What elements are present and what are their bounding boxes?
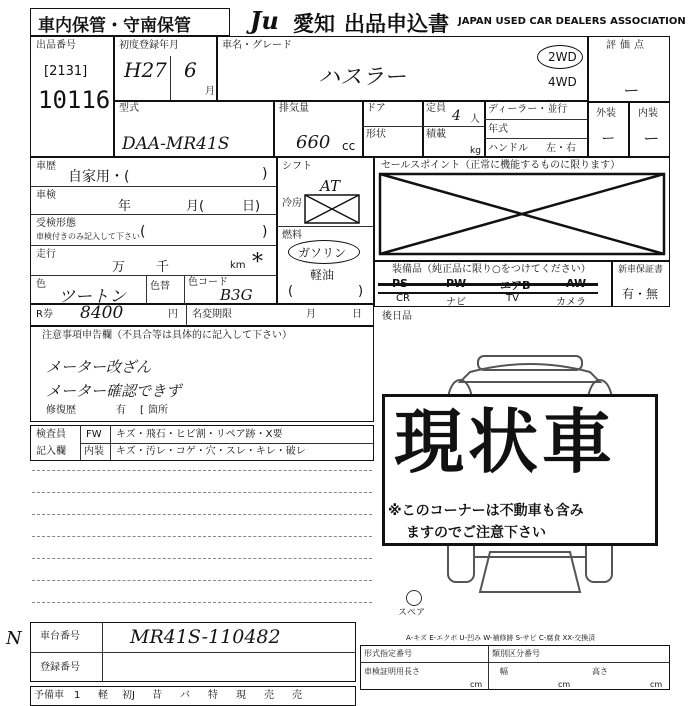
color-code-label: 色コード — [188, 277, 228, 288]
equip-tv: TV — [506, 293, 519, 304]
era-year: H27 — [124, 58, 167, 82]
drive-4wd: 4WD — [548, 75, 577, 89]
displacement-value: 660 — [296, 132, 331, 153]
capacity-value: 4 — [452, 108, 461, 124]
current-condition-title: 現状車 — [394, 401, 616, 483]
ruled-line — [32, 514, 372, 515]
bottom-row-3: 初J — [122, 690, 135, 701]
cert-type-label: 形式指定番号 — [364, 649, 412, 658]
repair-place: 箇所 — [148, 405, 168, 416]
ruled-line — [32, 536, 372, 537]
repair-open-bracket: [ — [140, 405, 144, 416]
lot-label: 出品番号 — [36, 40, 76, 51]
bottom-row-4: 昔 — [152, 690, 162, 701]
equip-camera: カメラ — [556, 297, 586, 308]
org-name: 愛知 — [293, 12, 335, 36]
load-label: 積載 — [426, 129, 446, 140]
tax-label: 名変期限 — [192, 309, 232, 320]
acceptance-close-paren: ) — [262, 224, 268, 240]
color-label: 色 — [36, 279, 46, 290]
inspector-label1: 検査員 — [36, 429, 66, 440]
stamp-note-line1: ※このコーナーは不動車も含み — [388, 503, 584, 519]
notes-line1: メーター改ざん — [46, 358, 152, 376]
selling-points-label: セールスポイント（正常に機能するものに限ります） — [381, 160, 621, 171]
cert-unit-1: cm — [470, 680, 483, 689]
handle-label: ハンドル — [488, 143, 528, 154]
color-code-value: B3G — [220, 286, 253, 304]
eval-label: 評価点 — [606, 40, 648, 51]
guarantee-options: 有・無 — [622, 287, 659, 301]
spare-label: スペア — [398, 608, 426, 618]
interior-label: 内装 — [638, 108, 658, 119]
drive-selected-circle — [537, 45, 583, 69]
fuel-open-paren: ( — [288, 284, 294, 299]
drive-2wd: 2WD — [548, 50, 577, 64]
exterior-label: 外装 — [596, 108, 616, 119]
recycle-amount: 8400 — [80, 303, 124, 323]
tax-day: 日 — [352, 309, 362, 320]
year-type-label: 年式 — [488, 124, 508, 135]
bottom-row-1: 1 — [74, 690, 81, 701]
first-reg-label: 初度登録年月 — [119, 40, 179, 51]
cert-class-label: 類別区分番号 — [492, 649, 540, 658]
repair-label: 修復歴 — [46, 405, 76, 416]
cert-inspect-label: 車検証明用 — [364, 667, 404, 676]
inspector-int-head: 内装 — [84, 446, 104, 457]
damage-legend: A-キズ E-エクボ U-凹み W-補修跡 S-サビ C-腐食 XX-交換済 — [406, 634, 596, 642]
mileage-label: 走行 — [36, 249, 56, 260]
shape-label: 形状 — [366, 129, 386, 140]
notes-label: 注意事項申告欄（不具合等は具体的に記入して下さい） — [42, 330, 292, 341]
inspector-int-items: キズ・汚レ・コゲ・穴・スレ・キレ・破レ — [116, 446, 306, 457]
inspector-ext-items: キズ・飛石・ヒビ割・リペア跡・X要 — [116, 429, 283, 440]
load-unit: kg — [470, 146, 481, 156]
bottom-row-8: 売 — [264, 690, 274, 701]
history-close-paren: ) — [262, 166, 268, 182]
notes-line2: メーター確認できず — [46, 382, 182, 400]
cert-height-label: 高さ — [592, 667, 608, 676]
equip-cr: CR — [396, 293, 410, 304]
capacity-unit: 人 — [470, 114, 480, 125]
acceptance-label: 受検形態 — [36, 218, 76, 229]
ruled-line — [32, 558, 372, 559]
interior-score: ー — [642, 129, 659, 148]
side-mark: N — [6, 628, 22, 649]
tax-month: 月 — [306, 309, 316, 320]
doors-label: ドア — [366, 103, 386, 114]
displacement-label: 排気量 — [279, 103, 309, 114]
model-label: 型式 — [119, 103, 139, 114]
eval-score: ー — [622, 81, 639, 100]
acceptance-open-paren: ( — [140, 224, 146, 240]
bottom-row-7: 現 — [236, 690, 246, 701]
rear-items-label: 後日品 — [382, 311, 412, 322]
color-value: ツートン — [58, 287, 126, 307]
association-name: JAPAN USED CAR DEALERS ASSOCIATION — [458, 16, 686, 27]
reg-month: 6 — [184, 58, 197, 82]
inspection-day: 日) — [242, 199, 261, 214]
recycle-label: R券 — [36, 309, 53, 320]
storage-text: 車内保管・守南保管 — [38, 16, 191, 36]
recycle-unit: 円 — [168, 309, 178, 320]
color-change-label: 色替 — [150, 281, 170, 292]
ac-cross-box-icon — [304, 194, 360, 224]
repair-value: 有 — [116, 405, 126, 416]
stamp-note-line2: ますのでご注意下さい — [406, 525, 546, 541]
inspector-label2: 記入欄 — [36, 446, 66, 457]
bottom-row-2: 軽 — [98, 690, 108, 701]
bottom-row-9: 売 — [292, 690, 302, 701]
form-title: 出品申込書 — [344, 12, 449, 36]
fuel-close-paren: ) — [358, 284, 364, 299]
month-unit: 月 — [205, 86, 215, 97]
chassis-number: MR41S-110482 — [130, 626, 281, 648]
ac-label: 冷房 — [282, 198, 302, 209]
cert-width-label: 幅 — [500, 667, 508, 676]
acceptance-note: 車検付きのみ記入して下さい — [36, 232, 140, 241]
cert-unit-2: cm — [558, 680, 571, 689]
ruled-line — [32, 580, 372, 581]
guarantee-label: 新車保証書 — [618, 265, 664, 275]
history-label: 車歴 — [36, 161, 56, 172]
ruled-line — [32, 602, 372, 603]
car-name: ハスラー — [318, 65, 407, 90]
bottom-row-6: 特 — [208, 690, 218, 701]
cert-length-label: 長さ — [404, 667, 420, 676]
exterior-score: ー — [600, 131, 614, 147]
chassis-label: 車台番号 — [40, 631, 80, 642]
fuel-gasoline: ガソリン — [298, 246, 347, 260]
mileage-unit: km — [230, 260, 246, 271]
equipment-label: 装備品（純正品に限り○をつけてください） — [392, 264, 591, 275]
selling-points-cross-icon — [378, 172, 666, 256]
bottom-row-0: 予備車 — [34, 690, 64, 701]
lot-number: 10116 — [38, 86, 111, 114]
handle-options: 左・右 — [546, 143, 576, 154]
mileage-man: 万 — [112, 260, 126, 275]
fuel-label: 燃料 — [282, 230, 302, 241]
displacement-unit: cc — [342, 139, 356, 153]
spare-circle — [406, 590, 422, 606]
inspection-month: 月( — [186, 199, 205, 214]
capacity-label: 定員 — [426, 103, 446, 114]
shift-label: シフト — [282, 161, 312, 172]
reg-number-label: 登録番号 — [40, 662, 80, 673]
shift-value: AT — [320, 177, 341, 195]
dealer-label: ディーラー・並行 — [488, 104, 568, 115]
car-name-label: 車名・グレード — [222, 40, 292, 51]
history-use: 自家用・( — [68, 169, 130, 185]
equip-navi: ナビ — [446, 297, 466, 308]
inspection-year: 年 — [118, 199, 132, 214]
inspector-ext-head: FW — [86, 429, 102, 440]
mileage-mark: * — [252, 250, 263, 275]
ruled-line — [32, 470, 372, 471]
fuel-diesel: 軽油 — [310, 268, 335, 282]
ju-logo: Ju — [250, 6, 279, 35]
inspection-label: 車検 — [36, 190, 56, 201]
bottom-row-5: バ — [180, 690, 190, 701]
cert-unit-3: cm — [650, 680, 663, 689]
mileage-sen: 千 — [156, 260, 170, 275]
lot-code: [2131] — [44, 64, 88, 79]
ruled-line — [32, 492, 372, 493]
model-code: DAA-MR41S — [122, 134, 230, 154]
